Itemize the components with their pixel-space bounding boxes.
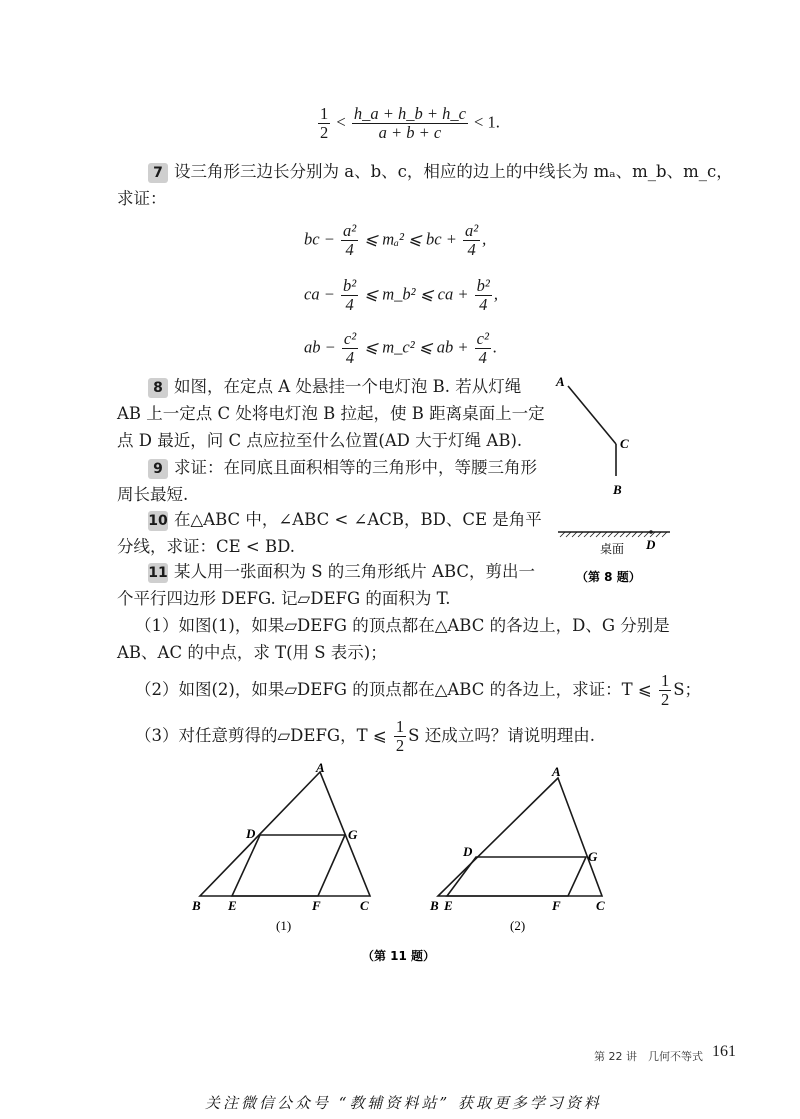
parallelogram-defg-1 bbox=[232, 835, 345, 896]
fig2-label-f: F bbox=[552, 898, 561, 913]
problem-number: 8 bbox=[148, 378, 168, 398]
question-2: （2）如图(2)，如果▱DEFG 的顶点都在△ABC 的各边上，求证：T ⩽ $\frac{1}{2}$ S； bbox=[135, 671, 702, 709]
fig1-label-e: E bbox=[228, 898, 237, 913]
fig2-label-a: A bbox=[552, 764, 561, 779]
figure-11-2 bbox=[438, 778, 602, 896]
problem-8-line3: 点 D 最近，问 C 点应拉至什么位置(AD 大于灯绳 AB). bbox=[117, 431, 523, 450]
problem-10-line1: 10 在△ABC 中，∠ABC < ∠ACB，BD、CE 是角平 bbox=[148, 510, 542, 529]
question-1-line2: AB、AC 的中点，求 T(用 S 表示)； bbox=[117, 643, 387, 662]
fig2-label-c: C bbox=[596, 898, 605, 913]
fig2-label: (2) bbox=[510, 918, 526, 933]
fig1-label: (1) bbox=[276, 918, 292, 933]
point-c-label: C bbox=[620, 436, 629, 451]
fig2-label-g: G bbox=[588, 849, 598, 864]
footer-chapter: 第 22 讲 几何不等式 bbox=[594, 1050, 703, 1063]
fig1-label-c: C bbox=[360, 898, 369, 913]
problem-11-line1: 11 某人用一张面积为 S 的三角形纸片 ABC，剪出一 bbox=[148, 562, 536, 581]
problem-7-line1: 7 设三角形三边长分别为 a、b、c，相应的边上的中线长为 mₐ、m_b、m_c， bbox=[148, 158, 733, 185]
triangle-abc-2 bbox=[438, 778, 602, 896]
question-1-line1: （1）如图(1)，如果▱DEFG 的顶点都在△ABC 的各边上，D、G 分别是 bbox=[135, 616, 670, 635]
figure-8-caption: （第 8 题） bbox=[576, 570, 641, 584]
problem-number: 11 bbox=[148, 565, 168, 581]
problem-8-line1: 8 如图，在定点 A 处悬挂一个电灯泡 B. 若从灯绳 bbox=[148, 373, 521, 400]
problem-number: 10 bbox=[148, 513, 168, 529]
fig2-label-e: E bbox=[444, 898, 453, 913]
fig2-label-b: B bbox=[430, 898, 439, 913]
fraction-heights: $\frac{h\_a + h\_b + h\_c}{a + b + c}$ bbox=[353, 104, 466, 142]
table-label: 桌面 bbox=[600, 542, 625, 556]
page-number: 161 bbox=[712, 1043, 736, 1060]
problem-number: 9 bbox=[148, 459, 168, 479]
fig1-label-a: A bbox=[316, 760, 325, 775]
point-d bbox=[649, 530, 653, 534]
problem-10-line2: 分线，求证：CE < BD. bbox=[117, 537, 295, 556]
fig1-label-d: D bbox=[246, 826, 256, 841]
fraction-half: $\frac{1}{2}$ bbox=[320, 104, 329, 142]
equation-1: bc − $\frac{\text{a²}}{4}$ ⩽ mₐ² ⩽ bc + $\frac{\text{a²}}{4}$ , bbox=[304, 221, 487, 259]
problem-number: 7 bbox=[148, 163, 168, 183]
fig2-label-d: D bbox=[463, 844, 473, 859]
figure-11-1 bbox=[200, 772, 370, 896]
problem-8-line2: AB 上一定点 C 处将电灯泡 B 拉起，使 B 距离桌面上一定 bbox=[117, 404, 545, 423]
problem-9-line1: 9 求证：在同底且面积相等的三角形中，等腰三角形 bbox=[148, 454, 537, 481]
fig1-label-g: G bbox=[348, 827, 358, 842]
fig1-label-b: B bbox=[192, 898, 201, 913]
figure-8 bbox=[550, 372, 680, 592]
question-3: （3）对任意剪得的▱DEFG，T ⩽ $\frac{1}{2}$ S 还成立吗？请说明理由. bbox=[135, 717, 595, 755]
triangle-abc-1 bbox=[200, 772, 370, 896]
watermark: 关注微信公众号 “教辅资料站” 获取更多学习资料 bbox=[205, 1094, 602, 1112]
point-b-label: B bbox=[613, 482, 622, 497]
point-a-label: A bbox=[556, 374, 565, 389]
equation-2: ca − $\frac{\text{b²}}{4}$ ⩽ m_b² ⩽ ca + $\frac{\text{b²}}{4}$ , bbox=[304, 276, 498, 314]
figure-11-caption: （第 11 题） bbox=[362, 949, 436, 963]
fig1-label-f: F bbox=[312, 898, 321, 913]
parallelogram-defg-2 bbox=[447, 857, 586, 896]
problem-7-line2: 求证： bbox=[117, 189, 167, 208]
point-d-label: D bbox=[646, 537, 656, 552]
formula-top: $\frac{1}{2}$ < $\frac{h\_a + h\_b + h\_c}{a + b + c}$ < 1. bbox=[320, 104, 500, 142]
figure-11 bbox=[180, 760, 630, 970]
rope-ac bbox=[568, 386, 616, 444]
problem-9-line2: 周长最短. bbox=[117, 485, 189, 504]
equation-3: ab − $\frac{\text{c²}}{4}$ ⩽ m_c² ⩽ ab + $\frac{\text{c²}}{4}$ . bbox=[304, 329, 498, 367]
problem-11-line2: 个平行四边形 DEFG. 记▱DEFG 的面积为 T. bbox=[117, 589, 451, 608]
